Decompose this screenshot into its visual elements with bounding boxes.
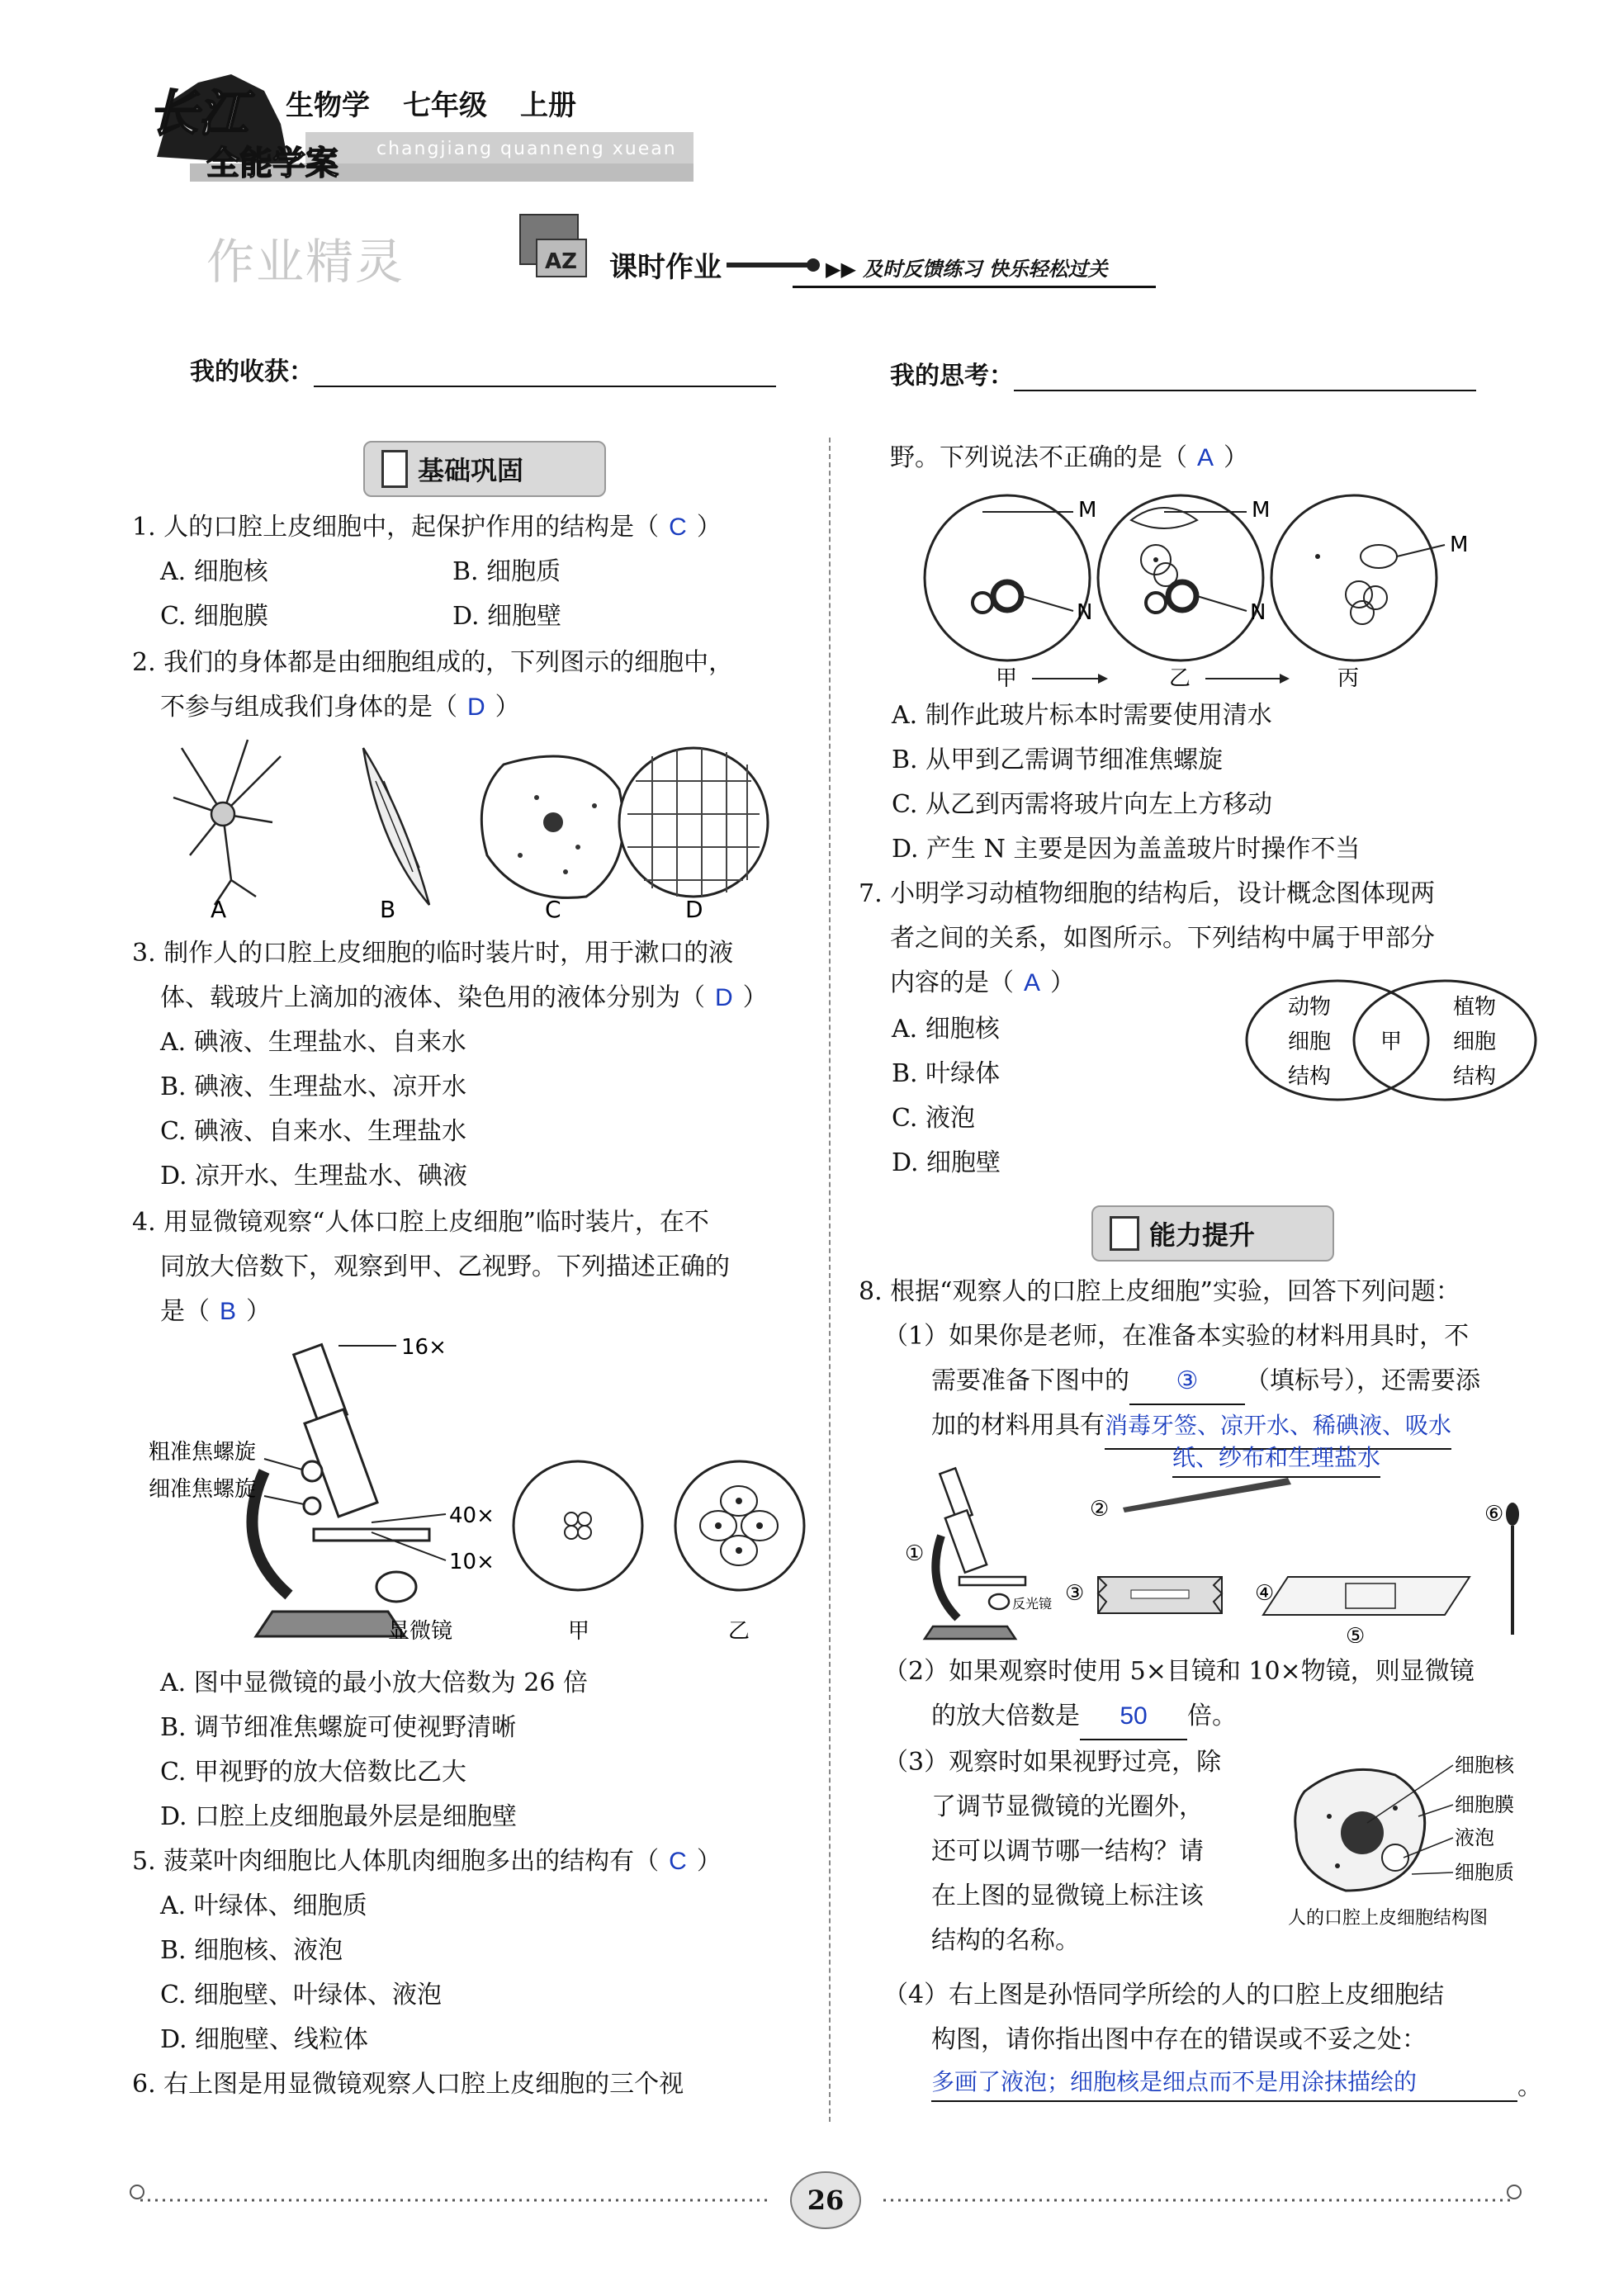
cap-jia-6: 甲 [996,666,1018,691]
venn-left-1: 动物 [1288,995,1332,1020]
tool-3: ③ [1065,1581,1085,1606]
arrow-icon [727,253,826,277]
section-title: 课时作业 [609,251,722,284]
q4-stem-line2: 同放大倍数下，观察到甲、乙视野。下列描述正确的 [160,1252,730,1281]
tool-5: ⑤ [1346,1624,1366,1643]
tool-mirror-label: 反光镜 [1012,1596,1053,1612]
section-basic: 基础巩固 [363,441,606,497]
epithelial-cell-figure [481,756,623,897]
q5-option-b: B. 细胞核、液泡 [160,1936,343,1965]
grade: 七年级 [403,89,487,122]
q3-option-c: C. 碘液、自来水、生理盐水 [160,1117,466,1146]
book-icon [512,206,611,289]
q2-label-c: C [545,896,561,921]
subject: 生物学 [286,89,370,122]
notebook-icon [381,450,408,488]
microscope-icon [252,1345,429,1636]
q4-answer: B [220,1298,237,1325]
cap-bing-6: 丙 [1337,666,1360,691]
header-banner [140,66,718,182]
muscle-cell-figure [363,748,429,905]
q2-label-a: A [211,896,227,921]
think-label: 我的思考： [890,362,1014,391]
tweezers-icon [1123,1478,1291,1513]
q7-venn-diagram [1238,974,1544,1106]
razor-blade-icon [1098,1577,1222,1613]
q6-answer: A [1197,444,1214,471]
f2-m: M [1252,498,1271,523]
q5-answer: C [669,1848,687,1875]
cell-vacuole-label: 液泡 [1455,1826,1494,1849]
q2-stem-line1: 2. 我们的身体都是由细胞组成的，下列图示的细胞中， [132,648,734,677]
q6-option-b: B. 从甲到乙需调节细准焦螺旋 [892,746,1224,774]
q7-option-c: C. 液泡 [892,1104,975,1133]
q7-answer: A [1024,969,1041,997]
label-obj40: 40× [449,1503,495,1528]
column-divider [829,438,831,2122]
q3-option-d: D. 凉开水、生理盐水、碘液 [160,1162,468,1191]
venn-left-2: 细胞 [1288,1030,1332,1054]
field-3 [1271,495,1445,660]
label-eyepiece: 16× [401,1335,447,1360]
q8-p1-answer-2: 纸、纱布和生理盐水 [1172,1440,1380,1478]
q3-option-a: A. 碘液、生理盐水、自来水 [160,1028,466,1057]
cell-cytoplasm-label: 细胞质 [1455,1861,1514,1884]
q3-option-b: B. 碘液、生理盐水、凉开水 [160,1072,467,1101]
label-coarse: 粗准焦螺旋 [149,1440,257,1465]
label-obj10: 10× [449,1550,495,1574]
neuron-figure [173,740,281,905]
brand-pinyin: changjiang quanneng xuean [376,139,677,159]
q2-label-b: B [380,896,396,921]
q8-p4-line1: （4）右上图是孙悟同学所绘的人的口腔上皮细胞结 [883,1981,1445,2010]
q8-p3-line4: 在上图的显微镜上标注该 [931,1882,1204,1910]
q8-p4-answer: 多画了液泡；细胞核是细点而不是用涂抹描绘的 [931,2064,1517,2102]
plant-tissue-figure [619,748,768,897]
q3-stem-line2: 体、载玻片上滴加的液体、染色用的液体分别为（ D ） [160,983,768,1012]
q8-p2-blank: 50 [1080,1694,1187,1740]
q6-option-c: C. 从乙到丙需将玻片向左上方移动 [892,790,1272,819]
q8-p4-line2: 构图，请你指出图中存在的错误或不妥之处： [931,2025,1427,2054]
cap-yi: 乙 [728,1619,750,1644]
venn-right-1: 植物 [1453,995,1497,1020]
cap-yi-6: 乙 [1169,666,1191,691]
play-icon: ▶▶ [826,258,864,281]
q8-p1-blank: ③ [1129,1359,1245,1405]
section-advanced: 能力提升 [1091,1205,1334,1262]
cell-nucleus-label: 细胞核 [1455,1754,1514,1777]
f1-n: N [1077,600,1093,625]
q3-answer: D [715,984,733,1011]
tool-1: ① [905,1541,925,1566]
q4-option-b: B. 调节细准焦螺旋可使视野清晰 [160,1713,517,1742]
slogan: ▶▶ 及时反馈练习 快乐轻松过关 [826,258,1108,281]
field-2 [1098,495,1263,660]
q2-answer: D [467,694,485,721]
svg-text:AZ: AZ [545,249,577,274]
q8-p3-line2: 了调节显微镜的光圈外， [931,1792,1204,1821]
field-1 [925,495,1093,660]
notepad-icon [1110,1216,1139,1251]
q4-stem-line1: 4. 用显微镜观察“人体口腔上皮细胞”临时装片，在不 [132,1208,709,1237]
q6-stem-line2: 野。下列说法不正确的是（ A ） [890,443,1249,472]
f2-n: N [1250,600,1266,625]
field-yi [675,1461,804,1590]
gain-input[interactable] [314,361,776,387]
venn-right-3: 结构 [1453,1064,1497,1089]
dropper-icon [1506,1503,1519,1635]
q8-tools-figure [900,1461,1544,1643]
label-fine: 细准焦螺旋 [149,1477,257,1502]
q8-p3-line5: 结构的名称。 [931,1926,1080,1955]
venn-left-3: 结构 [1288,1064,1332,1089]
q8-p4-answer-row: 多画了液泡；细胞核是细点而不是用涂抹描绘的 。 [931,2064,1542,2102]
q6-stem-line1: 6. 右上图是用显微镜观察人口腔上皮细胞的三个视 [132,2070,684,2099]
cell-membrane-label: 细胞膜 [1455,1793,1514,1816]
q8-p2-line2: 的放大倍数是 50 倍。 [931,1694,1237,1740]
q6-option-d: D. 产生 N 主要是因为盖盖玻片时操作不当 [892,835,1361,864]
q5-option-a: A. 叶绿体、细胞质 [160,1891,367,1920]
q1-option-b: B. 细胞质 [452,557,561,586]
q5-option-c: C. 细胞壁、叶绿体、液泡 [160,1981,442,2010]
q4-microscope-figure [140,1331,817,1661]
q2-stem-line2: 不参与组成我们身体的是（ D ） [160,693,520,722]
q1-option-c: C. 细胞膜 [160,602,268,631]
f3-m: M [1450,533,1469,557]
q7-stem-line3: 内容的是（ A ） [890,968,1076,997]
q7-option-d: D. 细胞壁 [892,1148,1001,1177]
q3-stem-line1: 3. 制作人的口腔上皮细胞的临时装片时，用于漱口的液 [132,939,734,968]
q7-stem-line1: 7. 小明学习动植物细胞的结构后，设计概念图体现两 [859,879,1436,908]
think-input[interactable] [1014,365,1476,391]
cell-caption: 人的口腔上皮细胞结构图 [1288,1908,1489,1929]
q5-stem: 5. 菠菜叶肉细胞比人体肌肉细胞多出的结构有（ C ） [132,1847,722,1876]
q8-p1-line3: 加的材料用具有消毒牙签、凉开水、稀碘液、吸水 [931,1404,1451,1450]
q8-p1-answer-1: 消毒牙签、凉开水、稀碘液、吸水 [1105,1404,1451,1450]
tool-6: ⑥ [1484,1502,1504,1527]
volume: 上册 [520,89,576,122]
q1-option-a: A. 细胞核 [160,557,268,586]
q4-option-d: D. 口腔上皮细胞最外层是细胞壁 [160,1802,518,1831]
q6-fields-figure [916,487,1494,702]
q4-stem-line3: 是（ B ） [160,1297,272,1326]
cap-scope: 显微镜 [388,1619,453,1644]
q1-option-d: D. 细胞壁 [452,602,562,631]
q1-answer: C [669,514,687,541]
q7-option-a: A. 细胞核 [892,1015,1000,1044]
venn-right-2: 细胞 [1453,1030,1497,1054]
q8-p3-line1: （3）观察时如果视野过亮，除 [883,1748,1222,1777]
q2-label-d: D [685,896,703,921]
brand-sub: 全能学案 [206,144,338,182]
q1-stem: 1. 人的口腔上皮细胞中，起保护作用的结构是（ C ） [132,513,722,542]
tool-2: ② [1090,1497,1110,1522]
watermark: 作业精灵 [206,234,405,290]
cap-jia: 甲 [568,1619,590,1644]
tool-4: ④ [1255,1581,1275,1606]
q8-p1-line1: （1）如果你是老师，在准备本实验的材料用具时，不 [883,1322,1470,1351]
q8-p1-line2: 需要准备下图中的 ③ （填标号），还需要添 [931,1359,1480,1405]
f1-m: M [1078,498,1097,523]
q8-cell-diagram [1271,1742,1552,1932]
q4-option-a: A. 图中显微镜的最小放大倍数为 26 倍 [160,1669,588,1697]
q8-p3-line3: 还可以调节哪一结构？请 [931,1837,1204,1866]
q2-cells-figure [157,731,784,921]
q8-stem: 8. 根据“观察人的口腔上皮细胞”实验，回答下列问题： [859,1277,1460,1306]
field-jia [514,1461,642,1590]
brand-main: 长江 [149,85,248,143]
gain-label: 我的收获： [190,357,314,386]
section-title-bar [512,206,1156,297]
venn-mid: 甲 [1380,1030,1403,1054]
q5-option-d: D. 细胞壁、线粒体 [160,2025,369,2054]
page-number: 26 [807,2185,845,2216]
microscope-small-icon [925,1468,1025,1639]
q7-option-b: B. 叶绿体 [892,1059,1001,1088]
slide-icon [1263,1577,1470,1615]
q4-option-c: C. 甲视野的放大倍数比乙大 [160,1758,466,1787]
q6-option-a: A. 制作此玻片标本时需要使用清水 [892,701,1272,730]
q7-stem-line2: 者之间的关系，如图所示。下列结构中属于甲部分 [890,924,1435,953]
q8-p2-line1: （2）如果观察时使用 5×目镜和 10×物镜，则显微镜 [883,1657,1475,1686]
